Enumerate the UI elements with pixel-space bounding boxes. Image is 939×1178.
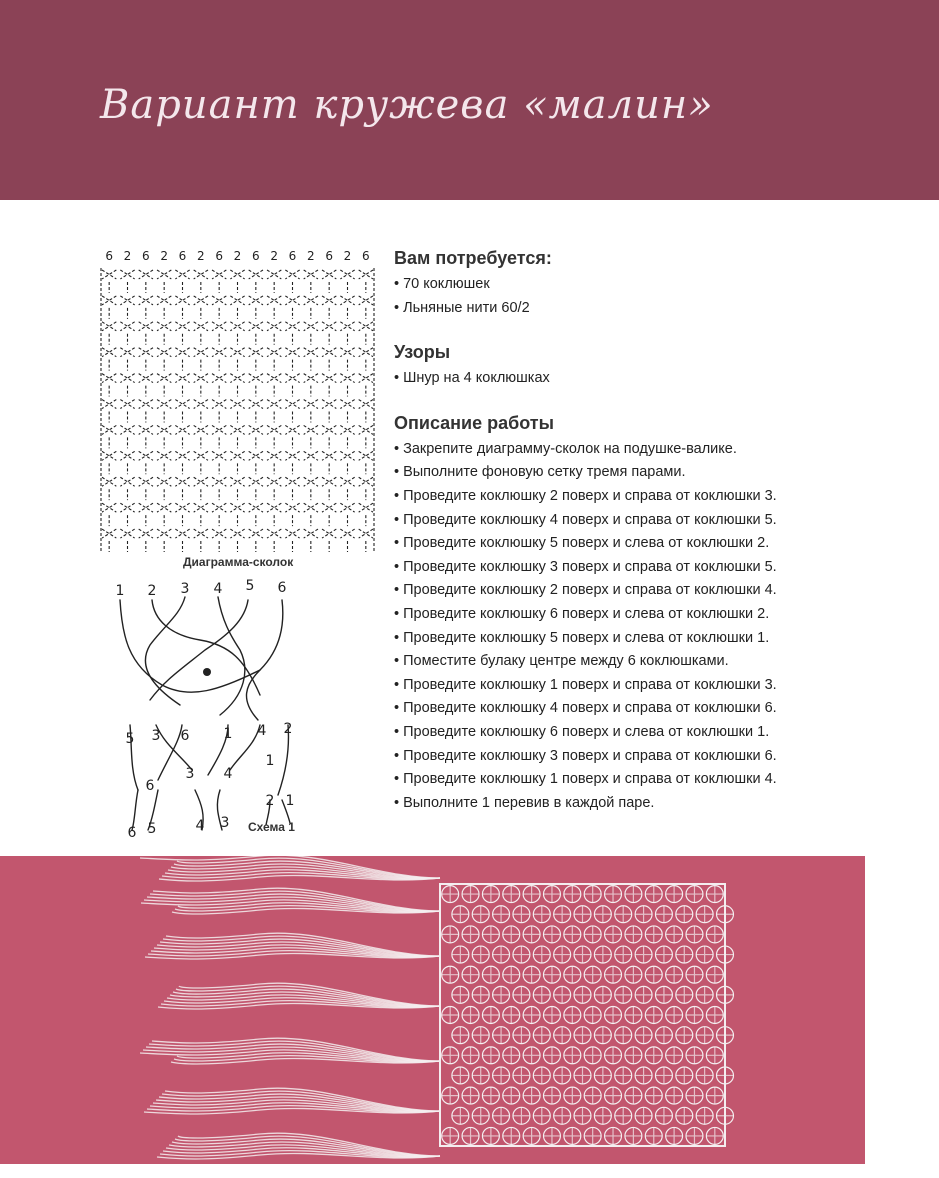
work-step-text: Проведите коклюшку 6 поверх и слева от коклюшки 2.	[403, 605, 770, 622]
pricking-line	[249, 374, 263, 383]
bullet-icon: •	[394, 700, 400, 717]
pricking-line	[102, 425, 116, 434]
work-step-item	[394, 438, 914, 462]
pricking-line	[230, 348, 244, 357]
work-step-text: Проведите коклюшку 4 поверх и справа от коклюшки 6.	[403, 700, 777, 717]
pricking-line	[157, 348, 171, 357]
pricking-line	[120, 296, 134, 305]
pricking-line	[359, 477, 373, 486]
pricking-number: 2	[197, 249, 205, 263]
header-band	[0, 0, 939, 200]
pricking-line	[322, 400, 336, 409]
work-step-text: Проведите коклюшку 5 поверх и слева от коклюшки 1.	[403, 629, 770, 646]
pricking-line	[285, 348, 299, 357]
pricking-line	[102, 348, 116, 357]
pricking-number: 2	[343, 249, 352, 263]
pricking-line	[212, 322, 226, 331]
pricking-line	[249, 400, 263, 409]
scheme-top-label: 1	[115, 583, 125, 599]
pricking-line	[157, 451, 171, 460]
pricking-line	[267, 477, 281, 486]
pricking-line	[139, 503, 153, 512]
pricking-line	[194, 503, 208, 512]
pattern-item	[394, 367, 914, 391]
pricking-line	[157, 529, 171, 538]
pricking-line	[120, 270, 134, 279]
pricking-line	[359, 270, 373, 279]
pricking-line	[120, 425, 134, 434]
pricking-line	[230, 503, 244, 512]
pricking-number: 6	[105, 249, 113, 263]
pricking-line	[102, 529, 116, 538]
pricking-line	[175, 348, 189, 357]
pricking-line	[230, 296, 244, 305]
pricking-line	[304, 425, 318, 434]
pricking-line	[340, 348, 354, 357]
pricking-line	[139, 348, 153, 357]
pricking-line	[120, 374, 134, 383]
pricking-line	[322, 503, 336, 512]
pricking-line	[175, 529, 189, 538]
pricking-line	[139, 374, 153, 383]
bullet-icon: •	[394, 582, 400, 599]
pricking-line	[249, 348, 263, 357]
pricking-line	[194, 477, 208, 486]
bullet-icon: •	[394, 464, 400, 481]
bullet-icon: •	[394, 487, 400, 504]
pattern-text: Шнур на 4 коклюшках	[403, 370, 550, 387]
pricking-line	[304, 477, 318, 486]
pricking-line	[285, 529, 299, 538]
pricking-line	[285, 400, 299, 409]
work-step-text: Выполните 1 перевив в каждой паре.	[403, 794, 655, 811]
work-step-text: Проведите коклюшку 5 поверх и слева от коклюшки 2.	[403, 535, 770, 552]
pricking-line	[120, 503, 134, 512]
materials-heading: Вам потребуется:	[394, 248, 552, 268]
pricking-line	[304, 451, 318, 460]
lace-photo	[0, 856, 865, 1164]
work-step-text: Закрепите диаграмму-сколок на подушке-валике.	[403, 440, 737, 457]
pricking-line	[285, 425, 299, 434]
pricking-line	[340, 477, 354, 486]
scheme-low-label: 6	[145, 778, 155, 794]
pricking-line	[285, 374, 299, 383]
pricking-line	[139, 451, 153, 460]
pricking-line	[359, 348, 373, 357]
pricking-line	[139, 529, 153, 538]
pricking-line	[340, 529, 354, 538]
pricking-line	[340, 374, 354, 383]
pricking-line	[120, 322, 134, 331]
pricking-line	[194, 374, 208, 383]
pricking-line	[212, 503, 226, 512]
pricking-line	[285, 451, 299, 460]
pricking-line	[212, 451, 226, 460]
text-column	[394, 248, 914, 837]
pricking-line	[120, 348, 134, 357]
pricking-line	[249, 322, 263, 331]
bullet-icon: •	[394, 794, 400, 811]
work-step-item	[394, 556, 914, 580]
scheme-bottom-label: 3	[220, 815, 230, 831]
pricking-line	[230, 374, 244, 383]
work-step-item	[394, 532, 914, 556]
pricking-line	[102, 322, 116, 331]
bullet-icon: •	[394, 676, 400, 693]
bullet-icon: •	[394, 511, 400, 528]
pricking-line	[249, 451, 263, 460]
pricking-line	[304, 348, 318, 357]
pricking-line	[322, 348, 336, 357]
pricking-line	[249, 425, 263, 434]
pricking-line	[175, 296, 189, 305]
pricking-number: 6	[325, 249, 333, 263]
pricking-line	[285, 477, 299, 486]
pricking-line	[157, 296, 171, 305]
pricking-line	[249, 529, 263, 538]
pricking-line	[120, 451, 134, 460]
pricking-line	[322, 425, 336, 434]
pricking-line	[139, 270, 153, 279]
pricking-line	[359, 451, 373, 460]
work-step-text: Проведите коклюшку 3 поверх и справа от коклюшки 5.	[403, 558, 777, 575]
pricking-line	[322, 529, 336, 538]
pricking-line	[322, 322, 336, 331]
work-step-item	[394, 697, 914, 721]
pricking-line	[102, 400, 116, 409]
pricking-line	[175, 322, 189, 331]
pricking-line	[340, 322, 354, 331]
pricking-line	[102, 270, 116, 279]
scheme-inner-label: 1	[265, 753, 275, 769]
scheme-top-label: 5	[245, 578, 255, 594]
pricking-line	[120, 400, 134, 409]
pricking-line	[359, 374, 373, 383]
pricking-line	[304, 503, 318, 512]
bullet-icon: •	[394, 535, 400, 552]
scheme-bottom-label: 4	[195, 818, 205, 834]
pricking-line	[340, 270, 354, 279]
pricking-line	[340, 296, 354, 305]
pricking-line	[267, 374, 281, 383]
pricking-line	[102, 296, 116, 305]
bullet-icon: •	[394, 723, 400, 740]
scheme-mid-label: 5	[125, 731, 135, 747]
pricking-number: 2	[123, 249, 132, 263]
pricking-line	[230, 400, 244, 409]
pricking-line	[157, 322, 171, 331]
lace-photo-image	[0, 856, 865, 1164]
pricking-line	[340, 451, 354, 460]
pricking-line	[285, 296, 299, 305]
scheme-inner-label: 4	[223, 766, 233, 782]
scheme-top-label: 6	[277, 580, 287, 596]
pricking-line	[359, 503, 373, 512]
pricking-line	[230, 270, 244, 279]
scheme-inner-label: 3	[185, 766, 195, 782]
pricking-line	[139, 425, 153, 434]
pin-dot	[203, 668, 211, 676]
pricking-line	[212, 477, 226, 486]
work-step-item	[394, 509, 914, 533]
work-step-item	[394, 627, 914, 651]
pricking-line	[157, 503, 171, 512]
scheme-low-label: 2	[265, 793, 275, 809]
pricking-diagram	[100, 246, 375, 556]
pricking-line	[230, 477, 244, 486]
scheme-mid-label: 2	[283, 721, 293, 737]
patterns-list	[394, 367, 914, 391]
work-step-item	[394, 721, 914, 745]
scheme-low-label: 1	[285, 793, 295, 809]
work-step-item	[394, 768, 914, 792]
materials-list	[394, 273, 914, 320]
pricking-line	[304, 270, 318, 279]
pricking-line	[359, 529, 373, 538]
pricking-line	[139, 477, 153, 486]
bullet-icon: •	[394, 747, 400, 764]
work-step-text: Поместите булаку центре между 6 коклюшками.	[403, 653, 729, 670]
pricking-line	[249, 477, 263, 486]
patterns-heading: Узоры	[394, 342, 451, 363]
pricking-line	[322, 270, 336, 279]
work-step-text: Проведите коклюшку 2 поверх и справа от коклюшки 3.	[403, 487, 777, 504]
pricking-line	[359, 425, 373, 434]
bullet-icon: •	[394, 370, 400, 387]
scheme-top-label: 3	[180, 581, 190, 597]
pricking-line	[194, 270, 208, 279]
pricking-line	[120, 477, 134, 486]
page-title: Вариант кружева «малин»	[100, 82, 714, 128]
scheme-bottom-label: 6	[127, 825, 137, 840]
pricking-line	[102, 503, 116, 512]
pricking-line	[194, 529, 208, 538]
pricking-line	[340, 425, 354, 434]
pricking-number: 2	[270, 249, 278, 263]
work-step-text: Проведите коклюшку 2 поверх и справа от коклюшки 4.	[403, 582, 777, 599]
pricking-line	[267, 348, 281, 357]
pricking-line	[175, 425, 189, 434]
pricking-line	[139, 400, 153, 409]
pricking-line	[194, 322, 208, 331]
pricking-number: 2	[307, 249, 315, 263]
bullet-icon: •	[394, 299, 400, 316]
scheme-top-label: 4	[213, 581, 223, 597]
pricking-line	[359, 296, 373, 305]
pricking-line	[102, 374, 116, 383]
pricking-line	[359, 400, 373, 409]
pricking-line	[322, 374, 336, 383]
scheme-caption: Схема 1	[248, 820, 295, 834]
pricking-line	[212, 400, 226, 409]
pricking-caption: Диаграмма-сколок	[183, 555, 294, 569]
pricking-line	[267, 322, 281, 331]
pricking-line	[304, 400, 318, 409]
pricking-line	[157, 400, 171, 409]
pricking-line	[194, 400, 208, 409]
pricking-line	[175, 503, 189, 512]
pricking-line	[340, 503, 354, 512]
pricking-line	[175, 374, 189, 383]
material-text: 70 коклюшек	[403, 276, 490, 292]
pricking-line	[267, 270, 281, 279]
pricking-line	[249, 503, 263, 512]
pricking-line	[340, 400, 354, 409]
pricking-line	[139, 296, 153, 305]
pricking-number: 6	[288, 249, 297, 263]
pricking-line	[359, 322, 373, 331]
pricking-line	[175, 451, 189, 460]
pricking-number: 6	[362, 249, 370, 263]
bullet-icon: •	[394, 771, 400, 788]
pricking-number: 6	[252, 249, 260, 263]
pricking-number: 6	[142, 249, 150, 263]
work-step-item	[394, 603, 914, 627]
pricking-line	[230, 425, 244, 434]
pricking-line	[102, 477, 116, 486]
work-step-text: Проведите коклюшку 1 поверх и справа от коклюшки 3.	[403, 676, 777, 693]
pricking-number: 2	[160, 249, 168, 263]
pricking-line	[267, 529, 281, 538]
bullet-icon: •	[394, 440, 400, 457]
pricking-line	[267, 503, 281, 512]
work-step-item	[394, 745, 914, 769]
bullet-icon: •	[394, 276, 400, 292]
work-steps-list	[394, 438, 914, 816]
pricking-line	[157, 477, 171, 486]
pricking-line	[157, 374, 171, 383]
scheme-bottom-label: 5	[147, 821, 157, 837]
braid-scheme	[110, 575, 310, 840]
pricking-line	[249, 270, 263, 279]
work-heading: Описание работы	[394, 412, 554, 433]
pricking-line	[249, 296, 263, 305]
pricking-line	[139, 322, 153, 331]
bullet-icon: •	[394, 653, 400, 670]
pricking-line	[322, 296, 336, 305]
pricking-line	[212, 270, 226, 279]
pricking-line	[194, 348, 208, 357]
work-step-text: Выполните фоновую сетку тремя парами.	[403, 464, 686, 481]
work-step-item	[394, 650, 914, 674]
pricking-line	[322, 451, 336, 460]
pricking-line	[194, 425, 208, 434]
work-step-item	[394, 579, 914, 603]
scheme-mid-label: 1	[223, 726, 233, 742]
pricking-line	[304, 374, 318, 383]
bullet-icon: •	[394, 629, 400, 646]
pricking-line	[102, 451, 116, 460]
work-step-text: Проведите коклюшку 3 поверх и справа от коклюшки 6.	[403, 747, 777, 764]
pricking-number: 6	[215, 249, 223, 263]
pricking-line	[175, 477, 189, 486]
pricking-number: 2	[233, 249, 242, 263]
work-step-item	[394, 485, 914, 509]
bullet-icon: •	[394, 558, 400, 575]
pricking-line	[285, 270, 299, 279]
pricking-line	[285, 503, 299, 512]
pricking-line	[157, 270, 171, 279]
work-step-text: Проведите коклюшку 4 поверх и справа от коклюшки 5.	[403, 511, 777, 528]
pricking-line	[157, 425, 171, 434]
pricking-line	[175, 400, 189, 409]
work-step-item	[394, 674, 914, 698]
pricking-line	[304, 296, 318, 305]
pricking-line	[267, 425, 281, 434]
scheme-mid-label: 4	[257, 723, 267, 739]
scheme-top-label: 2	[147, 583, 157, 599]
materials-section	[394, 248, 914, 320]
bullet-icon: •	[394, 605, 400, 622]
pricking-line	[212, 529, 226, 538]
pricking-line	[285, 322, 299, 331]
pricking-number: 6	[178, 249, 187, 263]
pricking-line	[175, 270, 189, 279]
work-section	[394, 413, 914, 816]
pricking-line	[212, 348, 226, 357]
material-text: Льняные нити 60/2	[403, 299, 530, 316]
work-step-item	[394, 792, 914, 816]
material-item	[394, 273, 914, 297]
pricking-line	[304, 322, 318, 331]
work-step-item	[394, 461, 914, 485]
patterns-section	[394, 342, 914, 391]
pricking-line	[267, 296, 281, 305]
work-step-text: Проведите коклюшку 6 поверх и слева от коклюшки 1.	[403, 723, 770, 740]
pricking-line	[120, 529, 134, 538]
pricking-line	[322, 477, 336, 486]
work-step-text: Проведите коклюшку 1 поверх и справа от коклюшки 4.	[403, 771, 777, 788]
pricking-line	[194, 451, 208, 460]
pricking-line	[304, 529, 318, 538]
pricking-line	[212, 425, 226, 434]
pricking-line	[267, 451, 281, 460]
pricking-line	[230, 529, 244, 538]
pricking-line	[230, 451, 244, 460]
pricking-line	[212, 374, 226, 383]
pricking-line	[194, 296, 208, 305]
material-item	[394, 297, 914, 321]
pricking-line	[267, 400, 281, 409]
scheme-mid-label: 6	[180, 728, 190, 744]
pricking-line	[230, 322, 244, 331]
scheme-mid-label: 3	[151, 728, 161, 744]
pricking-line	[212, 296, 226, 305]
